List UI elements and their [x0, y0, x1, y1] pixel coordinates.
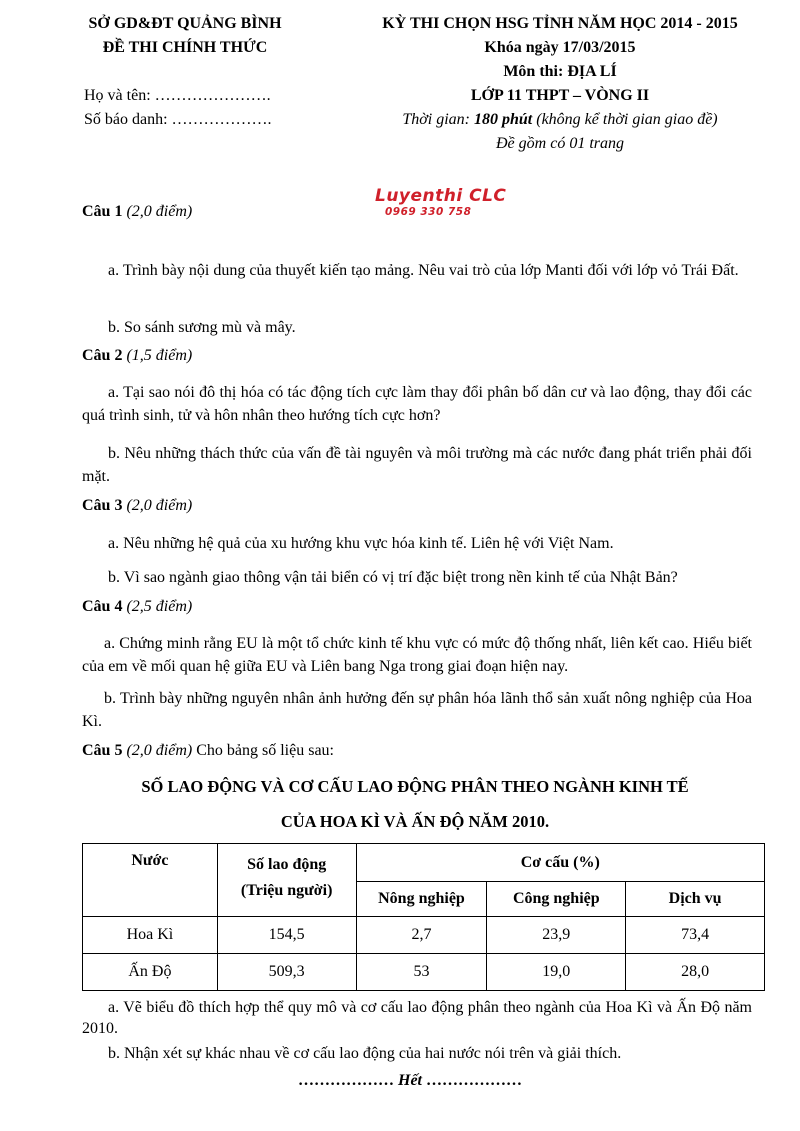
end-dots-left: ……………… [298, 1072, 398, 1089]
question-3-heading [82, 497, 752, 515]
header-structure: Cơ cấu (%) [356, 844, 764, 882]
question-4b: b. Trình bày những nguyên nhân ảnh hưởng đến sự phân hóa lãnh thổ sản xuất nông nghiệp của Hoa Kì. [82, 690, 752, 730]
header-service: Dịch vụ [626, 882, 765, 917]
question-1a: a. Trình bày nội dung của thuyết kiến tạo mảng. Nêu vai trò của lớp Manti đối với lớp vỏ Trái Đất. [108, 262, 739, 279]
watermark-brand: Luyenthi CLC [375, 186, 507, 206]
exam-page-count: Đề gồm có 01 trang [496, 135, 624, 152]
exam-header [0, 12, 800, 162]
watermark-phone: 0969 330 758 [385, 206, 472, 218]
question-5a: a. Vẽ biểu đồ thích hợp thể quy mô và cơ cấu lao động phân theo ngành của Hoa Kì và Ấn Độ năm 2010. [82, 999, 752, 1037]
question-3b: b. Vì sao ngành giao thông vận tải biển có vị trí đặc biệt trong nền kinh tế của Nhật Bản? [108, 569, 678, 586]
table-row [83, 917, 765, 954]
question-5-points: (2,0 điểm) [126, 742, 193, 759]
header-right [330, 12, 790, 156]
table-row [83, 954, 765, 991]
header-agriculture: Nông nghiệp [356, 882, 487, 917]
exam-title: KỲ THI CHỌN HSG TỈNH NĂM HỌC 2014 - 2015 [382, 15, 738, 32]
row-labor: 154,5 [217, 917, 356, 954]
question-2a: a. Tại sao nói đô thị hóa có tác động tích cực làm thay đổi phân bố dân cư và lao động, thay đổi các quá trình sinh, tử và hôn nhân theo hướng tích cực hơn? [82, 384, 752, 424]
header-left-blank [60, 60, 330, 84]
question-5b: b. Nhận xét sự khác nhau về cơ cấu lao động của hai nước nói trên và giải thích. [108, 1045, 622, 1062]
header-left [60, 12, 330, 132]
row-industry: 23,9 [487, 917, 626, 954]
question-4-heading [82, 598, 752, 616]
question-1-label: Câu 1 [82, 203, 123, 220]
exam-date: Khóa ngày 17/03/2015 [484, 39, 636, 56]
row-country: Hoa Kì [83, 917, 218, 954]
row-agriculture: 53 [356, 954, 487, 991]
candidate-id-field: Số báo danh: ………………. [84, 111, 272, 128]
exam-time-suffix: (không kể thời gian giao đề) [532, 111, 718, 128]
labor-structure-table [82, 843, 765, 991]
question-5-label: Câu 5 [82, 742, 123, 759]
exam-time [330, 108, 790, 132]
question-1b: b. So sánh sương mù và mây. [108, 319, 296, 336]
question-2b: b. Nêu những thách thức của vấn đề tài nguyên và môi trường mà các nước đang phát triển phải đối mặt. [82, 445, 752, 485]
exam-subject: Môn thi: ĐỊA LÍ [503, 63, 617, 80]
row-labor: 509,3 [217, 954, 356, 991]
header-labor-line-1: Số lao động [247, 856, 327, 873]
question-4a: a. Chứng minh rằng EU là một tổ chức kinh tế khu vực có mức độ thống nhất, liên kết cao. Hiểu biết của em về mối quan hệ giữa EU và Liên bang Nga trong giai đoạn hiện nay. [82, 635, 752, 675]
header-labor-line-2: (Triệu người) [240, 882, 333, 899]
header-country: Nước [83, 844, 218, 917]
question-3-label: Câu 3 [82, 497, 123, 514]
question-3-points: (2,0 điểm) [126, 497, 193, 514]
question-5-heading [82, 742, 752, 760]
candidate-name-field: Họ và tên: …………………. [84, 87, 271, 104]
table-title-line-2: CỦA HOA KÌ VÀ ẤN ĐỘ NĂM 2010. [280, 812, 550, 831]
question-1-points: (2,0 điểm) [126, 203, 193, 220]
row-industry: 19,0 [487, 954, 626, 991]
end-marker [0, 1072, 800, 1090]
row-country: Ấn Độ [83, 954, 218, 991]
department-name: SỞ GD&ĐT QUẢNG BÌNH [88, 15, 282, 32]
question-3a: a. Nêu những hệ quả của xu hướng khu vực hóa kinh tế. Liên hệ với Việt Nam. [108, 535, 614, 552]
end-label: Hết [398, 1072, 422, 1089]
exam-grade: LỚP 11 THPT – VÒNG II [470, 87, 650, 104]
header-industry: Công nghiệp [487, 882, 626, 917]
question-4-label: Câu 4 [82, 598, 123, 615]
question-2-heading [82, 347, 752, 365]
exam-time-value: 180 phút [474, 111, 533, 128]
question-2-label: Câu 2 [82, 347, 123, 364]
row-service: 73,4 [626, 917, 765, 954]
question-2-points: (1,5 điểm) [126, 347, 193, 364]
official-exam-label: ĐỀ THI CHÍNH THỨC [102, 39, 268, 56]
header-labor [217, 844, 356, 917]
question-1-heading [82, 203, 752, 221]
question-4-points: (2,5 điểm) [126, 598, 193, 615]
row-service: 28,0 [626, 954, 765, 991]
table-title-line-1: SỐ LAO ĐỘNG VÀ CƠ CẤU LAO ĐỘNG PHÂN THEO NGÀNH KINH TẾ [141, 777, 689, 796]
question-5-intro: Cho bảng số liệu sau: [192, 742, 334, 759]
end-dots-right: ……………… [422, 1072, 522, 1089]
row-agriculture: 2,7 [356, 917, 487, 954]
exam-time-prefix: Thời gian: [402, 111, 474, 128]
